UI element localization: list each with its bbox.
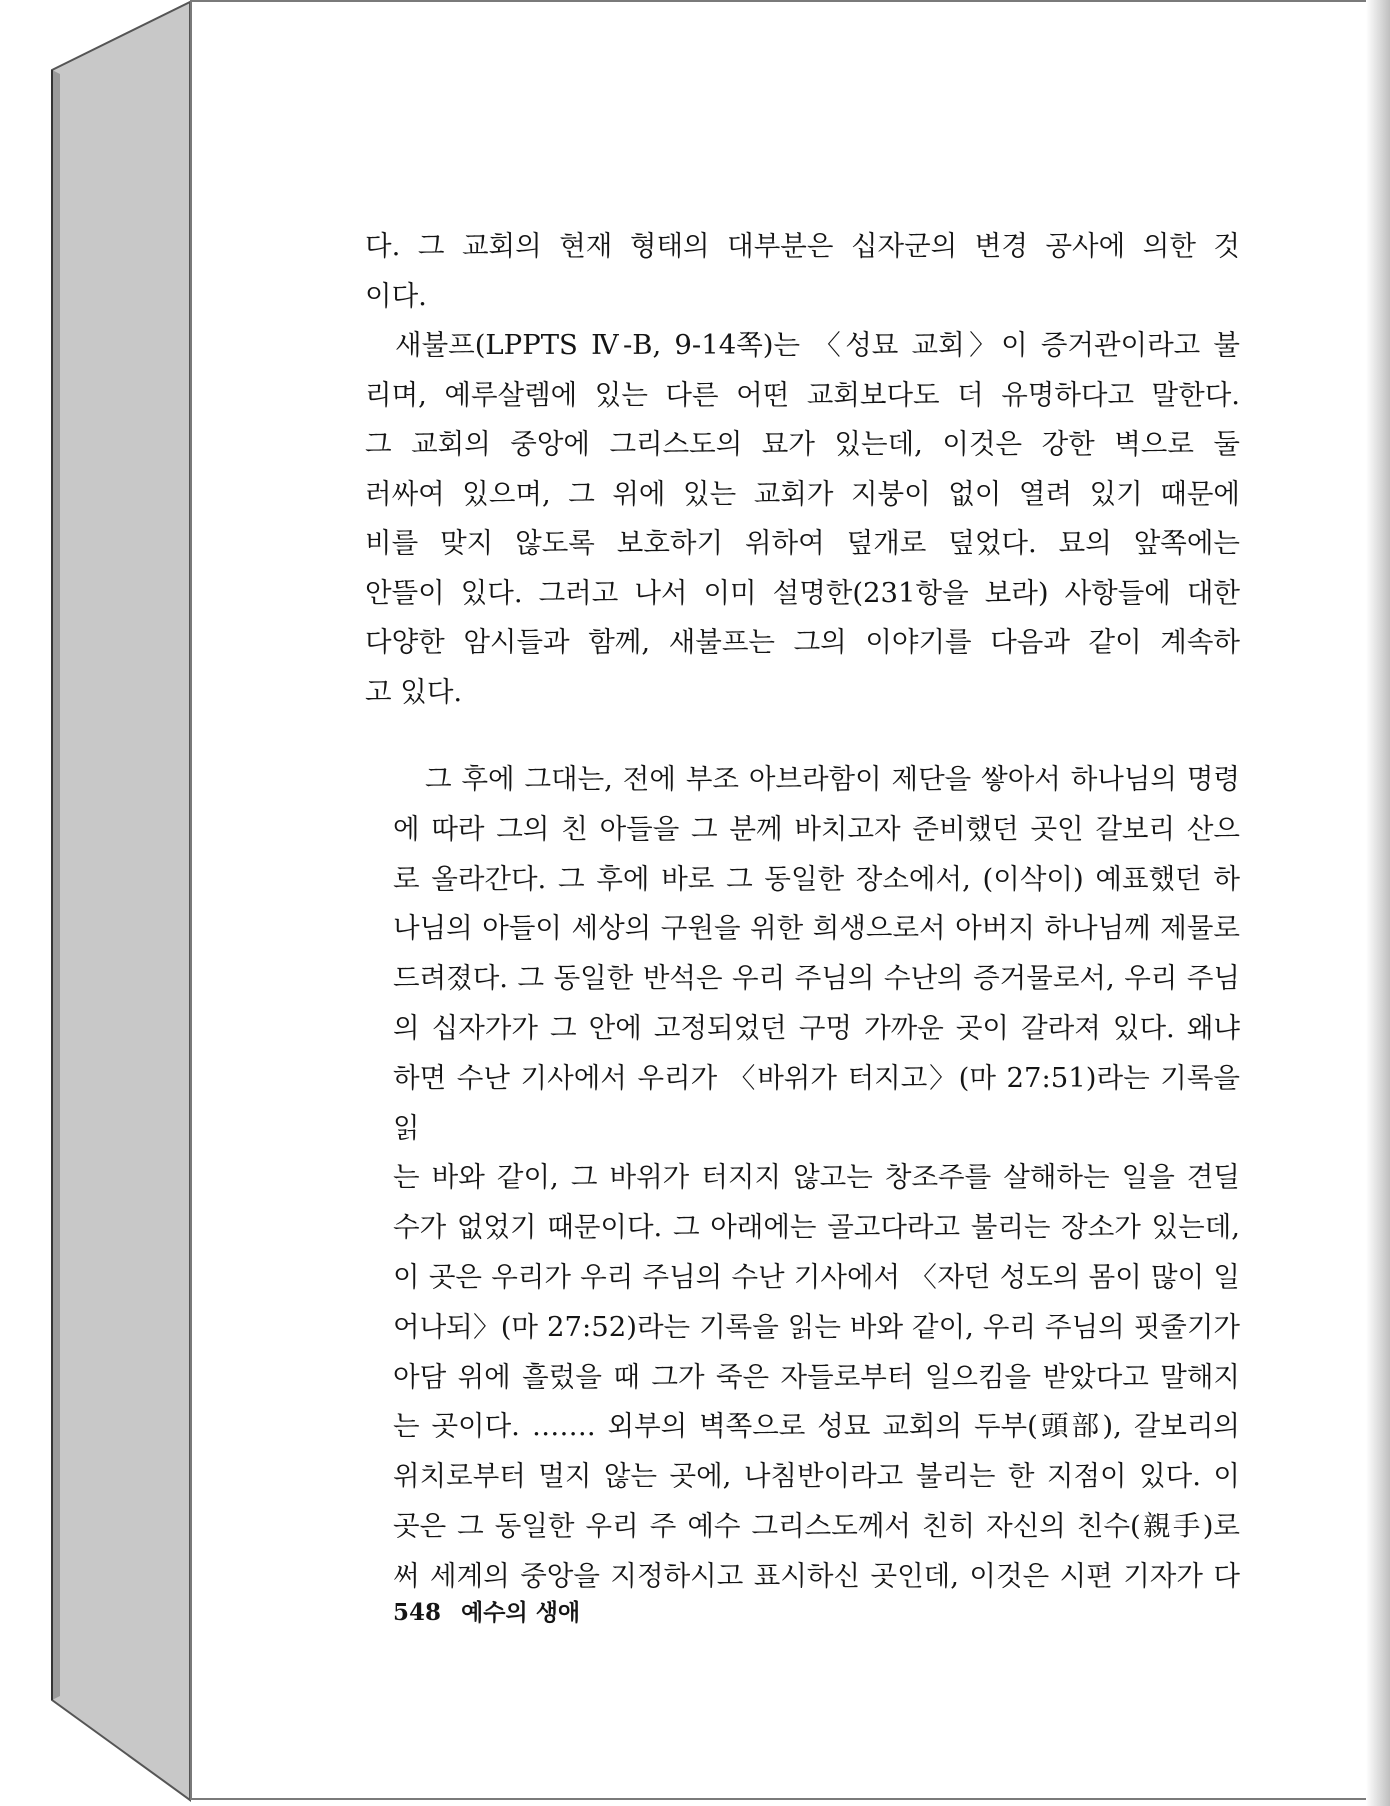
paragraph1-line-2: 이다.	[365, 279, 427, 312]
paragraph2-line-7: 다양한 암시들과 함께, 새불프는 그의 이야기를 다음과 같이 계속하	[365, 626, 1240, 658]
quote-line-2: 에 따라 그의 친 아들을 그 분께 바치고자 준비했던 곳인 갈보리 산으	[393, 812, 1240, 845]
page-edge-shadow	[1366, 0, 1390, 1806]
quote-line-15: 곳은 그 동일한 우리 주 예수 그리스도께서 친히 자신의 친수(親手)로	[393, 1509, 1240, 1542]
quote-line-1: 그 후에 그대는, 전에 부조 아브라함이 제단을 쌓아서 하나님의 명령	[425, 763, 1240, 795]
quote-line-14: 위치로부터 멀지 않는 곳에, 나침반이라고 불리는 한 지점이 있다. 이	[393, 1460, 1240, 1493]
quote-line-3: 로 올라간다. 그 후에 바로 그 동일한 장소에서, (이삭이) 예표했던 하	[393, 862, 1240, 895]
block-quote	[393, 755, 1240, 1602]
page-footer	[393, 1594, 580, 1627]
paragraph2-line-2: 리며, 예루살렘에 있는 다른 어떤 교회보다도 더 유명하다고 말한다.	[365, 378, 1240, 411]
quote-line-13: 는 곳이다. ……. 외부의 벽쪽으로 성묘 교회의 두부(頭部), 갈보리의	[393, 1410, 1240, 1443]
paragraph2-line-5: 비를 맞지 않도록 보호하기 위하여 덮개로 덮었다. 묘의 앞쪽에는	[365, 527, 1240, 559]
quote-line-16: 써 세계의 중앙을 지정하시고 표시하신 곳인데, 이것은 시편 기자가 다	[393, 1559, 1240, 1592]
paragraph2-line-4: 러싸여 있으며, 그 위에 있는 교회가 지붕이 없이 열려 있기 때문에	[365, 477, 1240, 510]
quote-line-8: 는 바와 같이, 그 바위가 터지지 않고는 창조주를 살해하는 일을 견딜	[393, 1161, 1240, 1194]
paragraph2-line-6: 안뜰이 있다. 그러고 나서 이미 설명한(231항을 보라) 사항들에 대한	[365, 576, 1240, 609]
paragraph2-line-3: 그 교회의 중앙에 그리스도의 묘가 있는데, 이것은 강한 벽으로 둘	[365, 428, 1240, 460]
main-text	[365, 222, 1240, 717]
quote-line-12: 아담 위에 흘렀을 때 그가 죽은 자들로부터 일으킴을 받았다고 말해지	[393, 1360, 1240, 1393]
book-spine	[0, 0, 200, 1806]
quote-line-6: 의 십자가가 그 안에 고정되었던 구멍 가까운 곳이 갈라져 있다. 왜냐	[393, 1011, 1240, 1044]
quote-line-4: 나님의 아들이 세상의 구원을 위한 희생으로서 아버지 하나님께 제물로	[393, 912, 1240, 945]
quote-line-9: 수가 없었기 때문이다. 그 아래에는 골고다라고 불리는 장소가 있는데,	[393, 1211, 1240, 1244]
quote-line-11: 어나되〉(마 27:52)라는 기록을 읽는 바와 같이, 우리 주님의 핏줄기가	[393, 1310, 1240, 1343]
quote-line-5: 드려졌다. 그 동일한 반석은 우리 주님의 수난의 증거물로서, 우리 주님	[393, 962, 1240, 995]
running-title: 예수의 생애	[461, 1600, 581, 1626]
page-number: 548	[393, 1599, 442, 1626]
quote-line-10: 이 곳은 우리가 우리 주님의 수난 기사에서 〈자던 성도의 몸이 많이 일	[393, 1260, 1240, 1293]
quote-line-7: 하면 수난 기사에서 우리가 〈바위가 터지고〉(마 27:51)라는 기록을 읽	[393, 1061, 1240, 1144]
paragraph1-line-1: 다. 그 교회의 현재 형태의 대부분은 십자군의 변경 공사에 의한 것	[365, 230, 1240, 262]
paragraph2-line-1: 새불프(LPPTS Ⅳ-B, 9-14쪽)는 〈성묘 교회〉이 증거관이라고 불	[395, 329, 1240, 361]
paragraph2-line-8: 고 있다.	[365, 675, 463, 708]
